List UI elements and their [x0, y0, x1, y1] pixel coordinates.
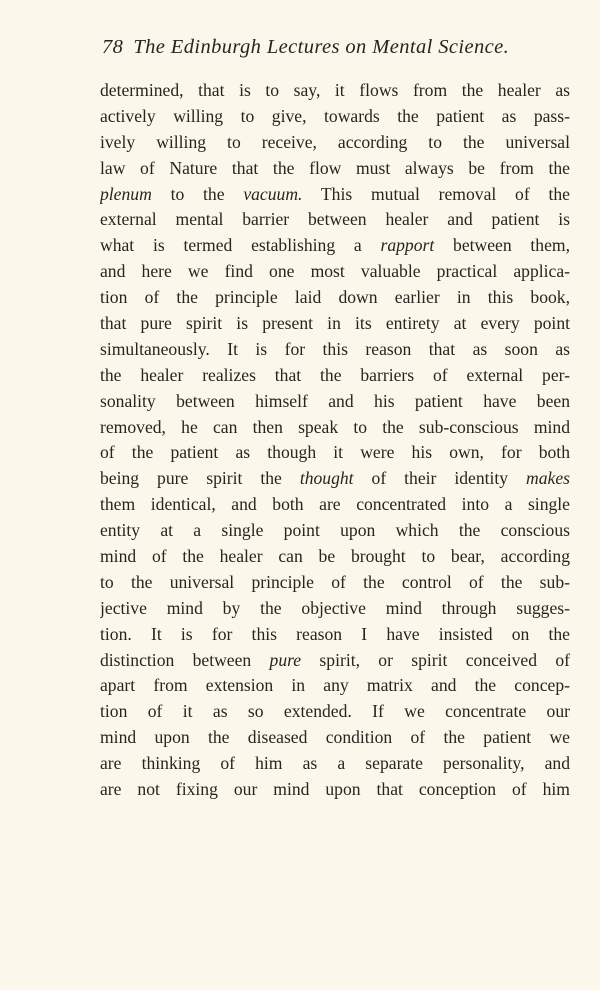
- text-segment: being pure spirit the: [100, 468, 300, 489]
- text-segment: external mental barrier between healer and patient is: [100, 209, 570, 230]
- text-segment: This mutual removal of the: [302, 183, 570, 204]
- text-segment: apart from extension in any matrix and the concep-: [100, 675, 570, 696]
- italic-term: makes: [526, 468, 570, 489]
- text-line: [100, 699, 570, 725]
- text-segment: the healer realizes that the barriers of external per-: [100, 364, 570, 385]
- text-line: [100, 596, 570, 622]
- italic-term: plenum: [100, 183, 152, 204]
- text-segment: them identical, and both are concentrated into a single: [100, 494, 570, 515]
- text-line: [100, 233, 570, 259]
- text-segment: of the patient as though it were his own, for both: [100, 442, 570, 463]
- text-segment: what is termed establishing a: [100, 235, 381, 256]
- text-segment: jective mind by the objective mind through sugges-: [100, 597, 570, 618]
- italic-term: vacuum.: [243, 183, 303, 204]
- text-line: [100, 130, 570, 156]
- text-line: [100, 285, 570, 311]
- text-segment: of their identity: [353, 468, 527, 489]
- text-segment: tion. It is for this reason I have insisted on the: [100, 623, 570, 644]
- text-line: [100, 363, 570, 389]
- text-segment: to the universal principle of the control of the sub-: [100, 571, 570, 592]
- text-line: [100, 518, 570, 544]
- text-segment: tion of it as so extended. If we concentrate our: [100, 701, 570, 722]
- text-line: [100, 78, 570, 104]
- text-line: [100, 415, 570, 441]
- text-line: [100, 104, 570, 130]
- page-number: 78: [102, 36, 124, 58]
- text-segment: spirit, or spirit conceived of: [301, 649, 570, 670]
- text-segment: simultaneously. It is for this reason that as soon as: [100, 338, 570, 359]
- body-text: [100, 78, 570, 803]
- text-line: [100, 492, 570, 518]
- text-line: [100, 622, 570, 648]
- text-line: [100, 673, 570, 699]
- italic-term: rapport: [380, 235, 435, 256]
- text-line: [100, 182, 570, 208]
- text-line: [100, 440, 570, 466]
- text-segment: to the: [151, 183, 244, 204]
- text-segment: mind of the healer can be brought to bear, according: [100, 546, 570, 567]
- text-segment: tion of the principle laid down earlier in this book,: [100, 287, 570, 308]
- text-segment: distinction between: [100, 649, 270, 670]
- text-segment: and here we find one most valuable practical applica-: [100, 261, 570, 282]
- text-segment: determined, that is to say, it flows from the healer as: [100, 80, 570, 100]
- italic-term: pure: [269, 649, 302, 670]
- text-line: [100, 570, 570, 596]
- book-title: The Edinburgh Lectures on Mental Science.: [133, 36, 510, 58]
- text-line: [100, 725, 570, 751]
- text-segment: are not fixing our mind upon that conception of him: [100, 779, 570, 800]
- text-segment: ively willing to receive, according to the universal: [100, 131, 570, 152]
- text-line: [100, 777, 570, 803]
- italic-term: thought: [299, 468, 354, 489]
- running-head: [102, 36, 542, 66]
- text-segment: entity at a single point upon which the conscious: [100, 520, 570, 541]
- text-line: [100, 751, 570, 777]
- text-line: [100, 648, 570, 674]
- text-segment: law of Nature that the flow must always be from the: [100, 157, 570, 178]
- text-line: [100, 156, 570, 182]
- text-segment: actively willing to give, towards the patient as pass-: [100, 105, 570, 126]
- text-line: [100, 207, 570, 233]
- text-segment: mind upon the diseased condition of the patient we: [100, 727, 570, 748]
- text-line: [100, 311, 570, 337]
- text-segment: sonality between himself and his patient have been: [100, 390, 570, 411]
- text-line: [100, 337, 570, 363]
- text-line: [100, 259, 570, 285]
- text-line: [100, 466, 570, 492]
- text-segment: that pure spirit is present in its entirety at every point: [100, 313, 570, 334]
- text-segment: removed, he can then speak to the sub-conscious mind: [100, 416, 570, 437]
- text-line: [100, 389, 570, 415]
- text-segment: are thinking of him as a separate personality, and: [100, 753, 570, 774]
- text-segment: between them,: [434, 235, 570, 256]
- text-line: [100, 544, 570, 570]
